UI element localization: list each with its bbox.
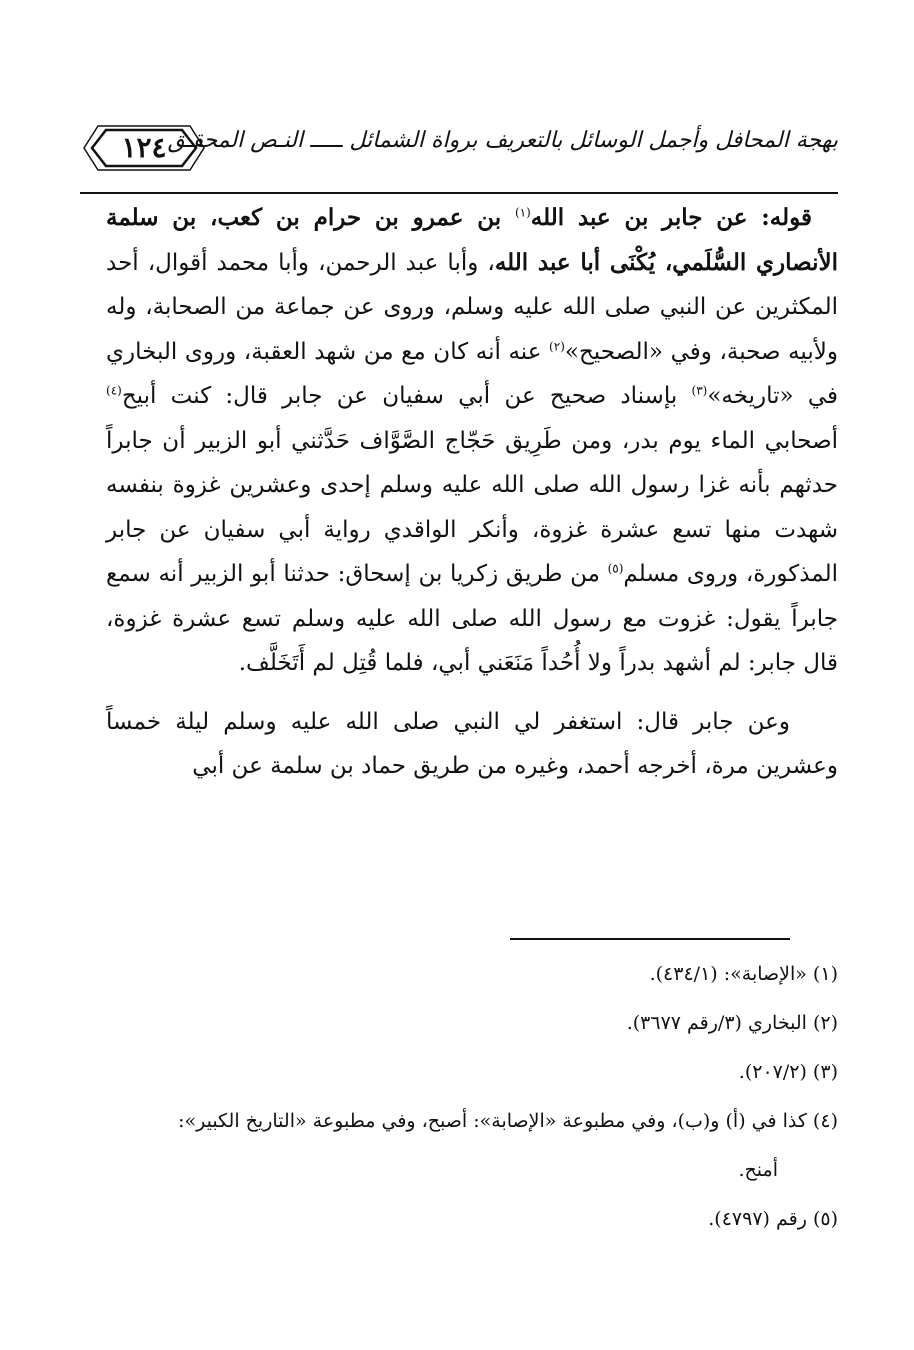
running-header-title: بهجة المحافل وأجمل الوسائل بالتعريف برواة الشمائل ـــــ النـص المحقـق (167, 128, 838, 153)
text-run: بإسناد صحيح عن أبي سفيان عن جابر قال: كنت أبيح (121, 383, 692, 409)
text-run: عنه أنه كان مع من شهد العقبة، وروى البخاري في «تاريخه» (106, 338, 838, 409)
lead-phrase: قوله: عن جابر بن عبد الله (530, 204, 813, 231)
text-run: ، وأبا عبد الرحمن، وأبا محمد أقوال، أحد المكثرين عن النبي صلى الله عليه وسلم، وروى عن جماعة من الصحابة، وله ولأبيه صحبة، وفي «الصحيح» (106, 249, 838, 365)
text-run: أصحابي الماء يوم بدر، ومن طَرِيق حَجّاج الصَّوَّاف حَدَّثني أبو الزبير أن جابراً حدثهم بأنه غزا رسول الله صلى الله عليه وسلم إحدى وعشرين غزوة بنفسه شهدت منها تسع عشرة غزوة، وأنكر الواقدي رواية أبي سفيان عن جابر المذكورة، وروى مسلم (106, 427, 838, 587)
footnote-ref-4: (٤) (106, 383, 122, 398)
lead-phrase-2: بن عمرو بن حرام بن كعب، بن سلمة الأنصاري السُّلَمي، يُكْنَى أبا عبد الله (106, 204, 838, 276)
footnote-3: (٣) (٢٠٧/٢). (738, 1061, 838, 1083)
footnote-5: (٥) رقم (٤٧٩٧). (708, 1208, 838, 1230)
text-run: من طريق زكريا بن إسحاق: حدثنا أبو الزبير أنه سمع جابراً يقول: غزوت مع رسول الله صلى الله عليه وسلم تسع عشرة غزوة، قال جابر: لم أشهد بدراً ولا أُحُداً مَنَعَني أبي، فلما قُتِل لم أَتَخَلَّف. (106, 561, 838, 676)
page-number-ornament (80, 122, 208, 174)
main-text (106, 196, 838, 789)
footnote-4: (٤) كذا في (أ) و(ب)، وفي مطبوعة «الإصابة»: أصبح، وفي مطبوعة «التاريخ الكبير»: (178, 1110, 838, 1132)
footnote-ref-5: (٥) (607, 561, 624, 576)
footnote-ref-3: (٣) (691, 383, 708, 398)
footnote-separator (510, 938, 790, 940)
footnote-4-continued: أمنح. (738, 1159, 778, 1181)
footnote-2: (٢) البخاري (٣/رقم ٣٦٧٧). (626, 1012, 838, 1034)
footnote-1: (١) «الإصابة»: (٤٣٤/١). (649, 963, 838, 985)
running-header (80, 118, 838, 194)
page-number: ١٢٤ (121, 131, 167, 164)
paragraph-2: وعن جابر قال: استغفر لي النبي صلى الله عليه وسلم ليلة خمساً وعشرين مرة، أخرجه أحمد، وغيره من طريق حماد بن سلمة عن أبي (106, 708, 838, 779)
paragraph-1 (106, 196, 838, 686)
footnote-ref-1: (١) (514, 205, 531, 220)
footnotes (100, 950, 838, 1244)
footnote-ref-2: (٢) (549, 338, 565, 353)
